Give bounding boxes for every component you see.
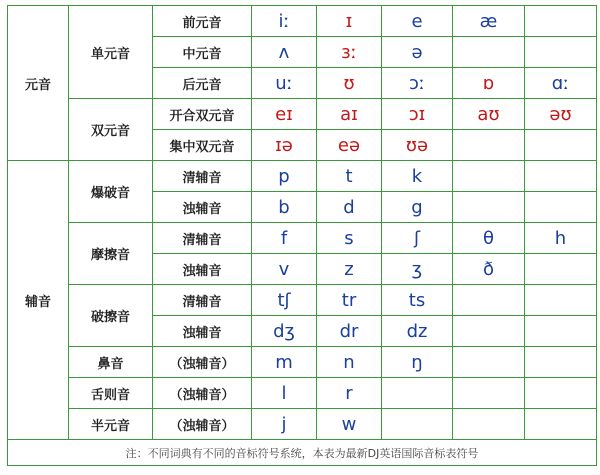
nasal-label: 鼻音 <box>69 347 153 378</box>
row-nasal <box>8 347 597 378</box>
lateral-label: 舌则音 <box>69 378 153 409</box>
empty-cell <box>525 316 597 347</box>
symbol-cell: ɔɪ <box>382 99 453 130</box>
symbol-cell: dr <box>317 316 382 347</box>
symbol-cell: ɔː <box>382 68 453 99</box>
symbol-cell: ʌ <box>252 37 317 68</box>
consonant-label: 辅音 <box>8 161 69 440</box>
symbol-cell: ŋ <box>382 347 453 378</box>
symbol-cell: ɪ <box>317 6 382 37</box>
row-closing-diphthong <box>8 99 597 130</box>
empty-cell <box>453 316 525 347</box>
symbol-cell: ð <box>453 254 525 285</box>
empty-cell <box>525 347 597 378</box>
empty-cell <box>525 254 597 285</box>
symbol-cell: ɑː <box>525 68 597 99</box>
voiced-note: （浊辅音） <box>153 347 252 378</box>
row-note <box>8 440 597 466</box>
symbol-cell: dz <box>382 316 453 347</box>
empty-cell <box>525 37 597 68</box>
centering-diphthong-label: 集中双元音 <box>153 130 252 161</box>
symbol-cell: m <box>252 347 317 378</box>
fricative-label: 摩擦音 <box>69 223 153 285</box>
symbol-cell: uː <box>252 68 317 99</box>
symbol-cell: n <box>317 347 382 378</box>
voiced-label: 浊辅音 <box>153 316 252 347</box>
symbol-cell: p <box>252 161 317 192</box>
empty-cell <box>525 285 597 316</box>
voiceless-label: 清辅音 <box>153 223 252 254</box>
empty-cell <box>525 130 597 161</box>
empty-cell <box>453 192 525 223</box>
semivowel-label: 半元音 <box>69 409 153 440</box>
row-front-vowel <box>8 6 597 37</box>
symbol-cell: r <box>317 378 382 409</box>
central-vowel-label: 中元音 <box>153 37 252 68</box>
symbol-cell: v <box>252 254 317 285</box>
closing-diphthong-label: 开合双元音 <box>153 99 252 130</box>
symbol-cell: ʒ <box>382 254 453 285</box>
row-plosive-voiceless <box>8 161 597 192</box>
symbol-cell: k <box>382 161 453 192</box>
symbol-cell: eə <box>317 130 382 161</box>
symbol-cell: d <box>317 192 382 223</box>
footnote: 注：不同词典有不同的音标符号系统，本表为最新DJ英语国际音标表符号 <box>8 440 597 466</box>
vowel-label: 元音 <box>8 6 69 161</box>
symbol-cell: dʒ <box>252 316 317 347</box>
back-vowel-label: 后元音 <box>153 68 252 99</box>
empty-cell <box>525 378 597 409</box>
symbol-cell: g <box>382 192 453 223</box>
symbol-cell: l <box>252 378 317 409</box>
symbol-cell: s <box>317 223 382 254</box>
symbol-cell: ʊ <box>317 68 382 99</box>
empty-cell <box>525 192 597 223</box>
empty-cell <box>453 130 525 161</box>
symbol-cell: tʃ <box>252 285 317 316</box>
symbol-cell: æ <box>453 6 525 37</box>
row-affricate-voiceless <box>8 285 597 316</box>
symbol-cell: ə <box>382 37 453 68</box>
symbol-cell: z <box>317 254 382 285</box>
symbol-cell: θ <box>453 223 525 254</box>
empty-cell <box>525 161 597 192</box>
monophthong-label: 单元音 <box>69 6 153 99</box>
symbol-cell: j <box>252 409 317 440</box>
symbol-cell: eɪ <box>252 99 317 130</box>
voiced-label: 浊辅音 <box>153 192 252 223</box>
symbol-cell: ts <box>382 285 453 316</box>
voiced-note: （浊辅音） <box>153 378 252 409</box>
empty-cell <box>453 409 525 440</box>
voiced-note: （浊辅音） <box>153 409 252 440</box>
row-semivowel <box>8 409 597 440</box>
affricate-label: 破擦音 <box>69 285 153 347</box>
voiceless-label: 清辅音 <box>153 285 252 316</box>
symbol-cell: h <box>525 223 597 254</box>
ipa-table <box>7 5 597 466</box>
symbol-cell: ɒ <box>453 68 525 99</box>
symbol-cell: ʊə <box>382 130 453 161</box>
symbol-cell: aɪ <box>317 99 382 130</box>
row-fricative-voiceless <box>8 223 597 254</box>
symbol-cell: e <box>382 6 453 37</box>
symbol-cell: f <box>252 223 317 254</box>
symbol-cell: b <box>252 192 317 223</box>
symbol-cell: tr <box>317 285 382 316</box>
empty-cell <box>453 37 525 68</box>
empty-cell <box>453 161 525 192</box>
symbol-cell: w <box>317 409 382 440</box>
symbol-cell: iː <box>252 6 317 37</box>
symbol-cell: t <box>317 161 382 192</box>
empty-cell <box>453 347 525 378</box>
symbol-cell: əʊ <box>525 99 597 130</box>
symbol-cell: ɜː <box>317 37 382 68</box>
empty-cell <box>382 378 453 409</box>
symbol-cell: ɪə <box>252 130 317 161</box>
symbol-cell: aʊ <box>453 99 525 130</box>
empty-cell <box>453 378 525 409</box>
diphthong-label: 双元音 <box>69 99 153 161</box>
row-lateral <box>8 378 597 409</box>
front-vowel-label: 前元音 <box>153 6 252 37</box>
empty-cell <box>453 285 525 316</box>
voiceless-label: 清辅音 <box>153 161 252 192</box>
voiced-label: 浊辅音 <box>153 254 252 285</box>
empty-cell <box>525 409 597 440</box>
empty-cell <box>382 409 453 440</box>
symbol-cell: ʃ <box>382 223 453 254</box>
empty-cell <box>525 6 597 37</box>
plosive-label: 爆破音 <box>69 161 153 223</box>
